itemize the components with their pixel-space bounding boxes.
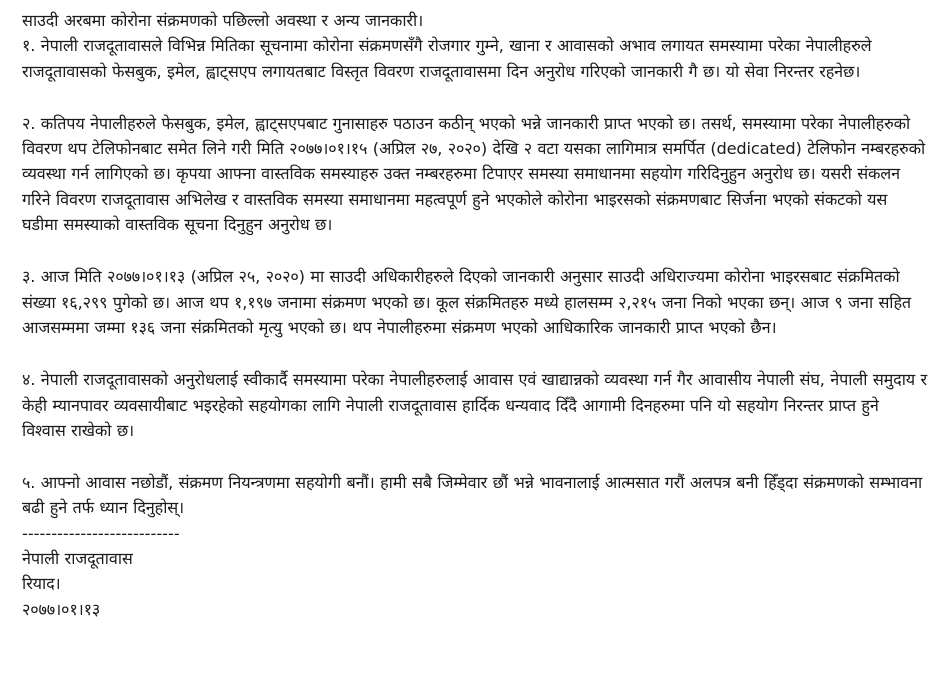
paragraph-2: २. कतिपय नेपालीहरुले फेसबुक, इमेल, ह्वाट्सएपबाट गुनासाहरु पठाउन कठीन् भएको भन्ने जानकारी प्राप्त भएको छ। तसर्थ, समस्यामा परेका नेपालीहरुको विवरण थप टेलिफोनबाट समेत लिने गरी मिति २०७७।०१।१५ (अप्रिल २७, २०२०) देखि २ वटा यसका लागिमात्र समर्पित (dedicated) टेलिफोन नम्बरहरुको व्यवस्था गर्न लागिएको छ। कृपया आफ्ना वास्तविक समस्याहरु उक्त नम्बरहरुमा टिपाएर समस्या समाधानमा सहयोग गरिदिनुहुन अनुरोध छ। यसरी संकलन गरिने विवरण राजदूतावास अभिलेख र वास्तविक समस्या समाधानमा महत्वपूर्ण हुने भएकोले कोरोना भाइरसको संक्रमणबाट सिर्जना भएको संकटको यस घडीमा समस्याको वास्तविक सूचना दिनुहुन अनुरोध छ। <box>22 113 926 235</box>
signature-divider: --------------------------- <box>22 523 180 543</box>
paragraph-5: ५. आफ्नो आवास नछोडौं, संक्रमण नियन्त्रणमा सहयोगी बनौं। हामी सबै जिम्मेवार छौं भन्ने भावनालाई आत्मसात गरौं अलपत्र बनी हिँड्दा संक्रमणको सम्भावना बढी हुने तर्फ ध्यान दिनुहोस्। <box>22 473 923 518</box>
signature-date: २०७७।०१।१३ <box>22 599 101 619</box>
paragraph-spacer <box>22 340 927 367</box>
paragraph-3: ३. आज मिति २०७७।०१।१३ (अप्रिल २५, २०२०) मा साउदी अधिकारीहरुले दिएको जानकारी अनुसार साउदी अधिराज्यमा कोरोना भाइरसबाट संक्रमितको संख्या १६,२९९ पुगेको छ। आज थप १,१९७ जनामा संक्रमण भएको छ। कूल संक्रमितहरु मध्ये हालसम्म २,२१५ जना निको भएका छन्। आज ९ जना सहित आजसम्ममा जम्मा १३६ जना संक्रमितको मृत्यु भएको छ। थप नेपालीहरुमा संक्रमण भएको आधिकारिक जानकारी प्राप्त भएको छैन। <box>22 267 911 337</box>
signature-city: रियाद। <box>22 574 61 594</box>
document-body <box>22 8 927 622</box>
paragraph-1: १. नेपाली राजदूतावासले विभिन्न मितिका सूचनामा कोरोना संक्रमणसँगै रोजगार गुम्ने, खाना र आवासको अभाव लगायत समस्यामा परेका नेपालीहरुले राजदूतावासको फेसबुक, इमेल, ह्वाट्सएप लगायतबाट विस्तृत विवरण राजदूतावासमा दिन अनुरोध गरिएको जानकारी गै छ। यो सेवा निरन्तर रहनेछ। <box>22 36 872 81</box>
paragraph-spacer <box>22 237 927 264</box>
signature-office: नेपाली राजदूतावास <box>22 549 133 569</box>
paragraph-4: ४. नेपाली राजदूतावासको अनुरोधलाई स्वीकार्दै समस्यामा परेका नेपालीहरुलाई आवास एवं खाद्यान्नको व्यवस्था गर्न गैर आवासीय नेपाली संघ, नेपाली समुदाय र केही म्यानपावर व्यवसायीबाट भइरहेको सहयोगका लागि नेपाली राजदूतावास हार्दिक धन्यवाद दिँदै आगामी दिनहरुमा पनि यो सहयोग निरन्तर प्राप्त हुने विश्वास राखेको छ। <box>22 370 927 440</box>
paragraph-spacer <box>22 443 927 470</box>
document-title: साउदी अरबमा कोरोना संक्रमणको पछिल्लो अवस्था र अन्य जानकारी। <box>22 11 424 30</box>
paragraph-spacer <box>22 84 927 111</box>
